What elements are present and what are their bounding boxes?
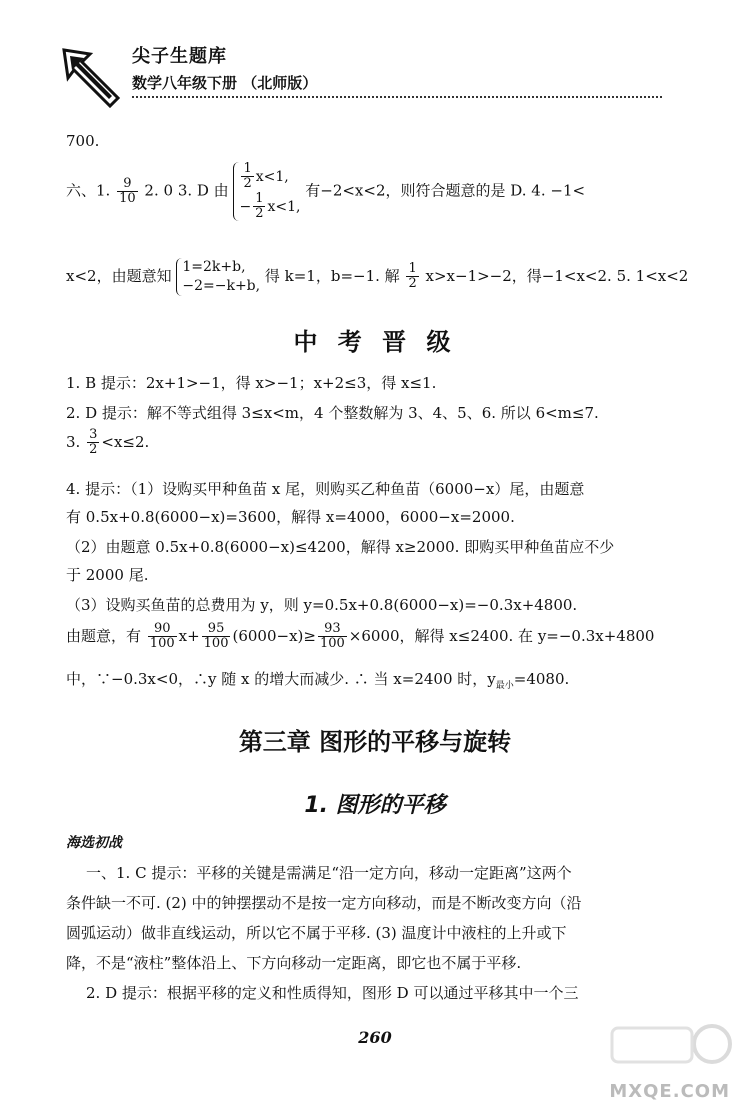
chapter-title: 第三章 图形的平移与旋转 (238, 728, 512, 756)
answer-line: 由题意，有 $\frac{90}{100}$ x+ $\frac{95}{100}$ (6000−x)≥ $\frac{93}{100}$ ×6000，解得 x≤2400. 在 y=−0.3x+4800 (66, 621, 655, 652)
section-title: 1. 图形的平移 (304, 793, 446, 818)
answer-line: 一、1. C 提示：平移的关键是需满足“沿一定方向，移动一定距离”这两个 (86, 864, 572, 882)
arrow-logo-icon (60, 46, 122, 108)
answer-line: 4. 提示：（1）设购买甲种鱼苗 x 尾，则购买乙种鱼苗（6000−x）尾，由题意 (66, 480, 585, 498)
page-number: 260 (358, 1028, 392, 1047)
book-subtitle: 数学八年级下册 （北师版） (132, 74, 318, 92)
answer-line: 2. D 提示：根据平移的定义和性质得知，图形 D 可以通过平移其中一个三 (86, 984, 579, 1002)
answer-line: 降，不是“液柱”整体沿上、下方向移动一定距离，即它也不属于平移. (66, 954, 522, 972)
equation-system: 1=2k+b, −2=−k+b, (176, 258, 260, 296)
answer-line: 700. (66, 132, 100, 150)
answer-line: 六、1. $\frac{9}{10}$ 2. 0 3. D 由 $\frac{1}{2}$ x<1, − $\frac{1}{2}$ x<1, 有−2<x<2，则符合题意的是 D. 4. −1< (66, 161, 586, 221)
brand-title: 尖子生题库 (132, 46, 227, 67)
answer-line: 中，∵−0.3x<0，∴y 随 x 的增大而减少. ∴ 当 x=2400 时，$y_{最小}=4080$. (66, 670, 570, 691)
answer-line: 圆弧运动）做非直线运动，所以它不属于平移. (3) 温度计中液柱的上升或下 (66, 924, 567, 942)
answer-line: （2）由题意 0.5x+0.8(6000−x)≤4200，解得 x≥2000. 即购买甲种鱼苗应不少 (66, 538, 615, 556)
answer-line: 1. B 提示：2x+1>−1，得 x>−1；x+2≤3，得 x≤1. (66, 374, 437, 392)
answer-line: 2. D 提示：解不等式组得 3≤x<m，4 个整数解为 3、4、5、6. 所以 6<m≤7. (66, 404, 599, 422)
answer-line: 于 2000 尾. (66, 566, 149, 584)
fraction: $\frac{1}{2}$ (408, 261, 417, 292)
inequality-system: $\frac{1}{2}$ x<1, − $\frac{1}{2}$ x<1, (233, 162, 300, 221)
exercise-label: 海选初战 (66, 835, 122, 851)
answer-line: 3. $\frac{3}{2}$ <x≤2. (66, 427, 150, 458)
answer-line: x<2，由题意知 1=2k+b, −2=−k+b, 得 k=1，b=−1. 解 $\frac{1}{2}$ x>x−1>−2，得−1<x<2. 5. 1<x<2 (66, 259, 689, 294)
fraction: $\frac{9}{10}$ (119, 175, 136, 207)
answer-line: （3）设购买鱼苗的总费用为 y，则 y=0.5x+0.8(6000−x)=−0.3x+4800. (66, 596, 578, 614)
answer-line: 条件缺一不可. (2) 中的钟摆摆动不是按一定方向移动，而是不断改变方向（沿 (66, 894, 582, 912)
watermark-text: MXQE.COM (609, 1081, 730, 1102)
page-header (60, 38, 670, 108)
header-divider (132, 96, 662, 98)
answer-line: 有 0.5x+0.8(6000−x)=3600，解得 x=4000，6000−x=2000. (66, 508, 515, 526)
section-title-zhongkao: 中 考 晋 级 (293, 328, 457, 356)
